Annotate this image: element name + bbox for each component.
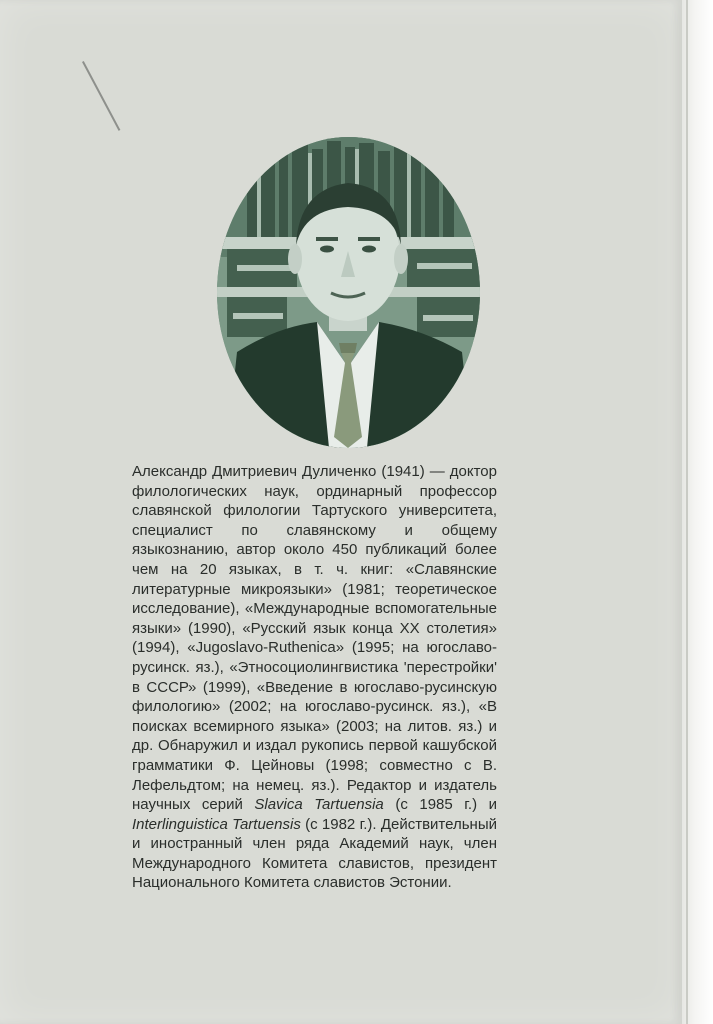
author-biography-text	[132, 462, 497, 893]
bio-text-part-1: Александр Дмитриевич Дуличенко (1941) — доктор филологических наук, ординарный профессор славянской филологии Тартуского университета, специалист по славянскому и общему языкознанию, автор около 450 публикаций более чем на 20 языках, в т. ч. книг: «Славянские литературные микроязыки» (1981; теоретическое исследование), «Международные вспомогательные языки» (1990), «Русский язык конца XX столетия» (1994), «Jugoslavo-Ruthenica» (1995; на югославо-русинск. яз.), «Этносоциолингвистика 'перестройки' в СССР» (1999), «Введение в югославо-русинскую филологию» (2002; на югославо-русинск. яз.), «В поисках всемирного языка» (2003; на литов. яз.) и др. Обнаружил и издал рукопись первой кашубской грамматики Ф. Цейновы (1998; совместно с В. Лефельдтом; на немец. яз.). Редактор и издатель научных серий	[132, 463, 497, 814]
bio-text-part-2: (с 1985 г.) и	[383, 796, 498, 814]
series-title-interlinguistica: Interlinguistica Tartuensis	[132, 815, 301, 833]
bio-text-part-4: Национального Комитета славистов Эстонии.	[132, 874, 452, 892]
bio-text-part-3: (с 1982 г.). Действительный и иностранный член ряда Академий наук, член Международного Комитета славистов, президент	[132, 815, 497, 872]
spine-fold-line	[686, 0, 688, 1024]
author-portrait-photo	[217, 137, 480, 448]
series-title-slavica: Slavica Tartuensia	[254, 796, 384, 814]
author-portrait	[217, 137, 480, 448]
